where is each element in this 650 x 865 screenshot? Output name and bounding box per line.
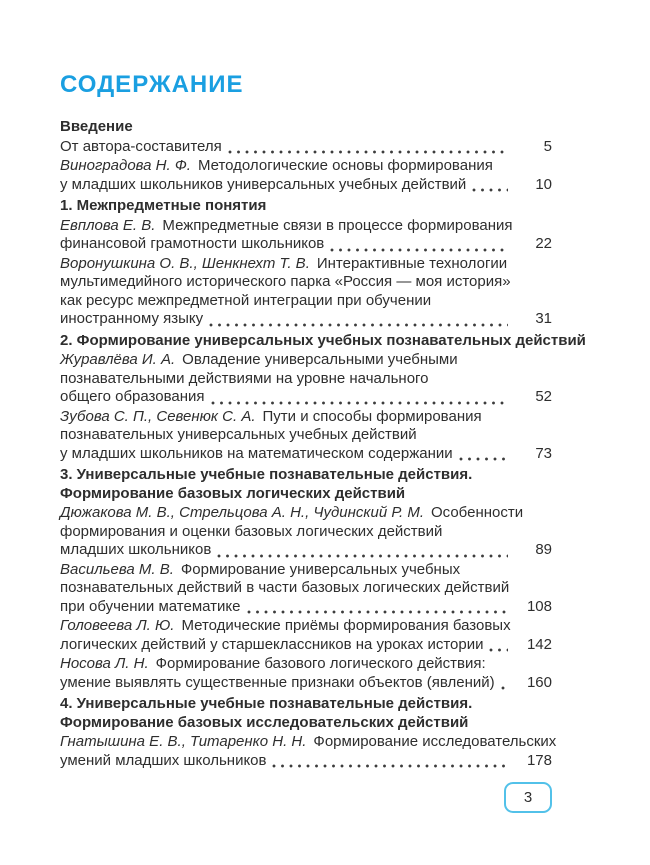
toc-entry [60, 561, 552, 617]
entry-title-text: логических действий у старшеклассников на уроках истории [60, 635, 484, 653]
entry-title-text: у младших школьников универсальных учебных действий [60, 175, 467, 193]
entry-title-text: Межпредметные связи в процессе формирования [162, 216, 513, 234]
entry-title-text: младших школьников [60, 541, 212, 558]
toc-section [60, 466, 552, 692]
dotted-leader [247, 610, 509, 614]
toc-entry [60, 408, 552, 464]
toc-entry-line [60, 617, 552, 636]
toc-entry-line [60, 579, 552, 598]
entry-page-number: 10 [535, 175, 552, 193]
author-name: Евплова Е. В. [60, 216, 156, 234]
toc-entry-line [60, 636, 552, 655]
toc-entry [60, 504, 552, 560]
entry-title-text: Методологические основы формирования [197, 157, 493, 174]
toc-entry [60, 138, 552, 157]
entry-title-text: мультимедийного исторического парка «Россия — моя история» [60, 273, 511, 290]
entry-page-number: 142 [526, 635, 552, 653]
author-name: Воронушкина О. В., Шенкнехт Т. В. [60, 254, 310, 272]
author-name: Васильева М. В. [60, 560, 174, 578]
page-number: 3 [523, 789, 533, 806]
section-heading: 4. Универсальные учебные познавательные действия. [60, 695, 473, 712]
dotted-leader [472, 188, 508, 192]
toc-entry [60, 255, 552, 329]
dotted-leader [272, 764, 508, 768]
entry-page-number: 73 [535, 444, 552, 462]
toc-entry-line [60, 426, 552, 445]
dotted-leader [211, 401, 508, 405]
toc-entry [60, 351, 552, 407]
toc-entry-line [60, 752, 552, 771]
entry-title-text: познавательными действиями на уровне начального [60, 369, 429, 387]
toc-entry-line [60, 598, 552, 617]
author-name: Головеева Л. Ю. [60, 617, 175, 634]
section-heading: 1. Межпредметные понятия [60, 197, 267, 214]
toc-entry-line [60, 388, 552, 407]
toc-entry-line [60, 292, 552, 311]
entry-page-number: 22 [535, 235, 552, 252]
toc-entry-line [60, 235, 552, 254]
author-name: Зубова С. П., Севенюк С. А. [60, 407, 256, 425]
toc-entry-line [60, 445, 552, 464]
entry-page-number: 31 [535, 310, 552, 327]
toc-entry-line [60, 655, 552, 674]
toc-entry-line [60, 176, 552, 195]
section-heading: Введение [60, 118, 133, 135]
entry-page-number: 5 [543, 137, 552, 155]
entry-title-text: иностранному языку [60, 310, 204, 327]
entry-title-text: Формирование исследовательских [313, 733, 557, 750]
entry-title-text: Формирование универсальных учебных [180, 560, 461, 578]
toc-entry-line [60, 674, 552, 693]
page-title: СОДЕРЖАНИЕ [60, 71, 244, 98]
author-name: Виноградова Н. Ф. [60, 157, 191, 174]
entry-page-number: 89 [535, 541, 552, 558]
entry-page-number: 160 [526, 673, 552, 691]
author-name: Носова Л. Н. [60, 655, 149, 672]
toc-entry-line [60, 541, 552, 560]
toc-entry [60, 733, 557, 770]
toc-entry [60, 617, 552, 654]
entry-title-text: как ресурс межпредметной интеграции при обучении [60, 291, 432, 309]
toc-section [60, 197, 552, 329]
toc-section [60, 695, 557, 770]
toc-entry-line [60, 157, 552, 176]
entry-title-text: умений младших школьников [60, 751, 267, 769]
dotted-leader [489, 648, 508, 652]
entry-title-text: познавательных действий в части базовых логических действий [60, 579, 510, 596]
toc-entry-line [60, 370, 552, 389]
toc-entry [60, 655, 552, 692]
toc-entry-line [60, 217, 552, 236]
entry-title-text: От автора-составителя [60, 137, 222, 155]
entry-title-text: Овладение универсальными учебными [182, 351, 458, 368]
entry-page-number: 108 [526, 597, 552, 615]
dotted-leader [209, 323, 508, 327]
toc-section [60, 331, 586, 464]
toc-entry-line [60, 523, 552, 542]
section-heading: Формирование базовых логических действий [60, 484, 406, 502]
toc-entry-line [60, 138, 552, 157]
author-name: Гнатышина Е. В., Титаренко Н. Н. [60, 733, 307, 750]
toc-entry-line [60, 255, 552, 274]
entry-title-text: у младших школьников на математическом содержании [60, 444, 453, 462]
toc-entry [60, 157, 552, 194]
dotted-leader [228, 150, 508, 154]
section-heading: Формирование базовых исследовательских действий [60, 713, 469, 731]
toc-entry-line [60, 504, 552, 523]
entry-title-text: познавательных универсальных учебных действий [60, 426, 417, 443]
entry-title-text: при обучении математике [60, 597, 241, 615]
entry-title-text: Методические приёмы формирования базовых [181, 617, 511, 634]
entry-title-text: Интерактивные технологии [316, 254, 508, 272]
toc-content [60, 71, 586, 770]
dotted-leader [459, 457, 508, 461]
toc-entry-line [60, 310, 552, 329]
entry-title-text: финансовой грамотности школьников [60, 235, 325, 252]
toc-entry-line [60, 273, 552, 292]
table-of-contents [60, 118, 586, 770]
entry-title-text: общего образования [60, 388, 205, 405]
entry-title-text: формирования и оценки базовых логических действий [60, 522, 443, 540]
entry-title-text: Пути и способы формирования [262, 407, 482, 425]
author-name: Журавлёва И. А. [60, 351, 176, 368]
entry-title-text: Особенности [431, 504, 524, 521]
section-heading: 2. Формирование универсальных учебных познавательных действий [60, 331, 586, 349]
entry-page-number: 178 [526, 751, 552, 769]
dotted-leader [330, 248, 508, 252]
toc-section [60, 118, 552, 194]
entry-title-text: умение выявлять существенные признаки объектов (явлений) [60, 673, 495, 691]
page-number-box [504, 782, 552, 813]
toc-entry-line [60, 351, 552, 370]
toc-entry-line [60, 733, 557, 752]
entry-page-number: 52 [535, 388, 552, 405]
toc-entry [60, 217, 552, 254]
author-name: Дюжакова М. В., Стрельцова А. Н., Чудинский Р. М. [60, 504, 424, 521]
section-heading: 3. Универсальные учебные познавательные действия. [60, 466, 473, 483]
dotted-leader [501, 686, 508, 690]
entry-title-text: Формирование базового логического действия: [155, 655, 486, 672]
toc-entry-line [60, 408, 552, 427]
dotted-leader [217, 554, 508, 558]
toc-entry-line [60, 561, 552, 580]
